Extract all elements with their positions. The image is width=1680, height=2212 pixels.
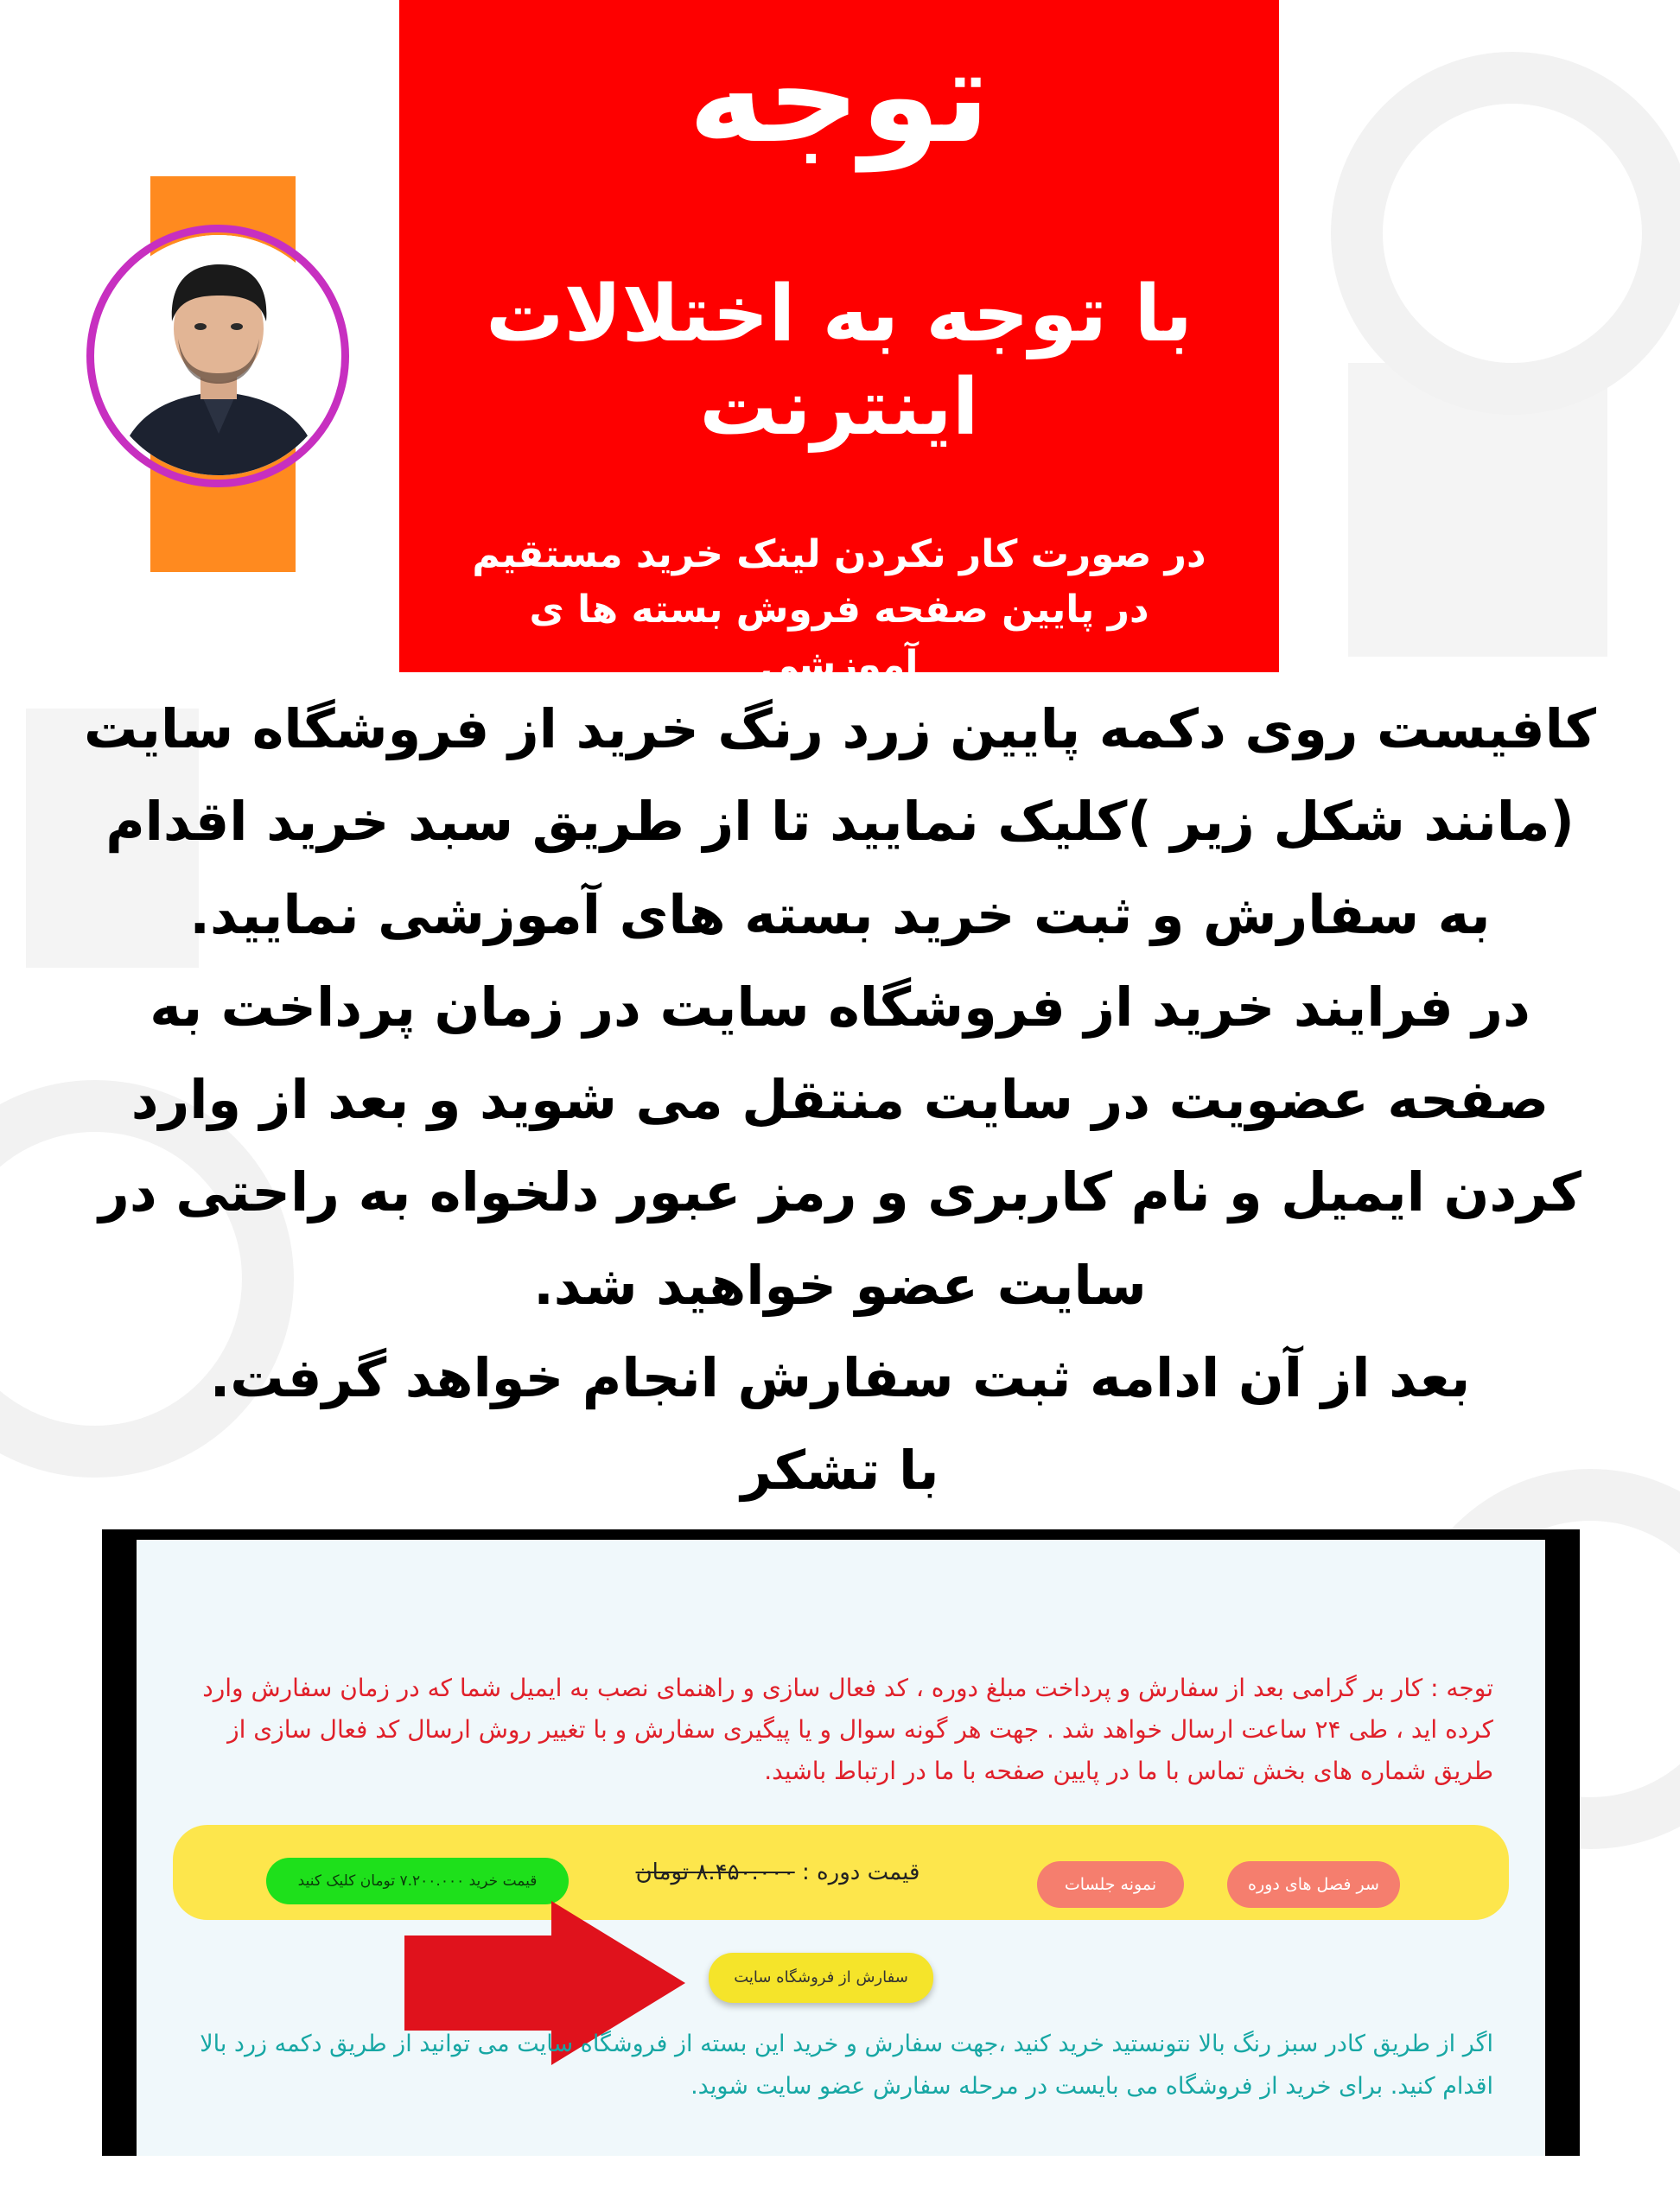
course-price [622, 1859, 933, 1885]
example-screenshot-frame [102, 1529, 1580, 2156]
instruction-paragraph-2: در فرایند خرید از فروشگاه سایت در زمان پرداخت به صفحه عضویت در سایت منتقل می شوید و بعد از وارد کردن ایمیل و نام کاربری و رمز عبور دلخواه به راحتی در سایت عضو خواهید شد. [99, 975, 1581, 1317]
notice-detail: در صورت کار نکردن لینک خرید مستقیم در پایین صفحه فروش بسته ها ی آموزشی [472, 532, 1206, 687]
user-avatar-photo-icon [99, 235, 339, 475]
background-gear [1331, 52, 1680, 415]
store-order-button[interactable]: سفارش از فروشگاه سایت [709, 1953, 933, 2003]
buy-now-button[interactable]: قیمت خرید ۷.۲۰۰.۰۰۰ تومان کلیک کنید [266, 1858, 569, 1904]
sample-sessions-button[interactable]: نمونه جلسات [1037, 1861, 1184, 1908]
screenshot-red-notice [188, 1668, 1493, 1792]
main-instructions [78, 683, 1602, 1516]
screenshot-teal-notice [188, 2024, 1493, 2107]
closing-text: با تشکر [741, 1439, 939, 1502]
price-label: قیمت دوره : [802, 1859, 920, 1885]
notice-subtitle: با توجه به اختلالات اینترنت [486, 269, 1193, 453]
avatar [99, 235, 339, 475]
background-block [1348, 363, 1607, 657]
notice-box [399, 0, 1279, 687]
screenshot-red-notice-text: توجه : کار بر گرامی بعد از سفارش و پرداخت مبلغ دوره ، کد فعال سازی و راهنمای نصب به ایمیل شما که در زمان سفارش وارد کرده اید ، طی ۲۴ ساعت ارسال خواهد شد . جهت هر گونه سوال و یا پیگیری سفارش و با تغییر روش ارسال کد فعال سازی از طریق شماره های بخش تماس با ما در پایین صفحه با ما در ارتباط باشید. [202, 1674, 1493, 1786]
screenshot-teal-notice-text: اگر از طریق کادر سبز رنگ بالا نتونستید خرید کنید ،جهت سفارش و خرید این بسته از فروشگاه سایت می توانید از طریق دکمه زرد بالا اقدام کنید. برای خرید از فروشگاه می بایست در مرحله سفارش عضو سایت شوید. [200, 2031, 1493, 2100]
old-price: ۸.۴۵۰.۰۰۰ تومان [635, 1859, 795, 1885]
course-chapters-button[interactable]: سر فصل های دوره [1227, 1861, 1400, 1908]
purchase-bar [173, 1825, 1509, 1920]
instruction-paragraph-1: کافیست روی دکمه پایین زرد رنگ خرید از فروشگاه سایت (مانند شکل زیر )کلیک نمایید تا از طریق سبد خرید اقدام به سفارش و ثبت خرید بسته های آموزشی نمایید. [84, 697, 1596, 946]
instruction-paragraph-3: بعد از آن ادامه ثبت سفارش انجام خواهد گرفت. [209, 1345, 1471, 1409]
example-screenshot [137, 1540, 1545, 2156]
notice-title: توجه [688, 22, 990, 172]
